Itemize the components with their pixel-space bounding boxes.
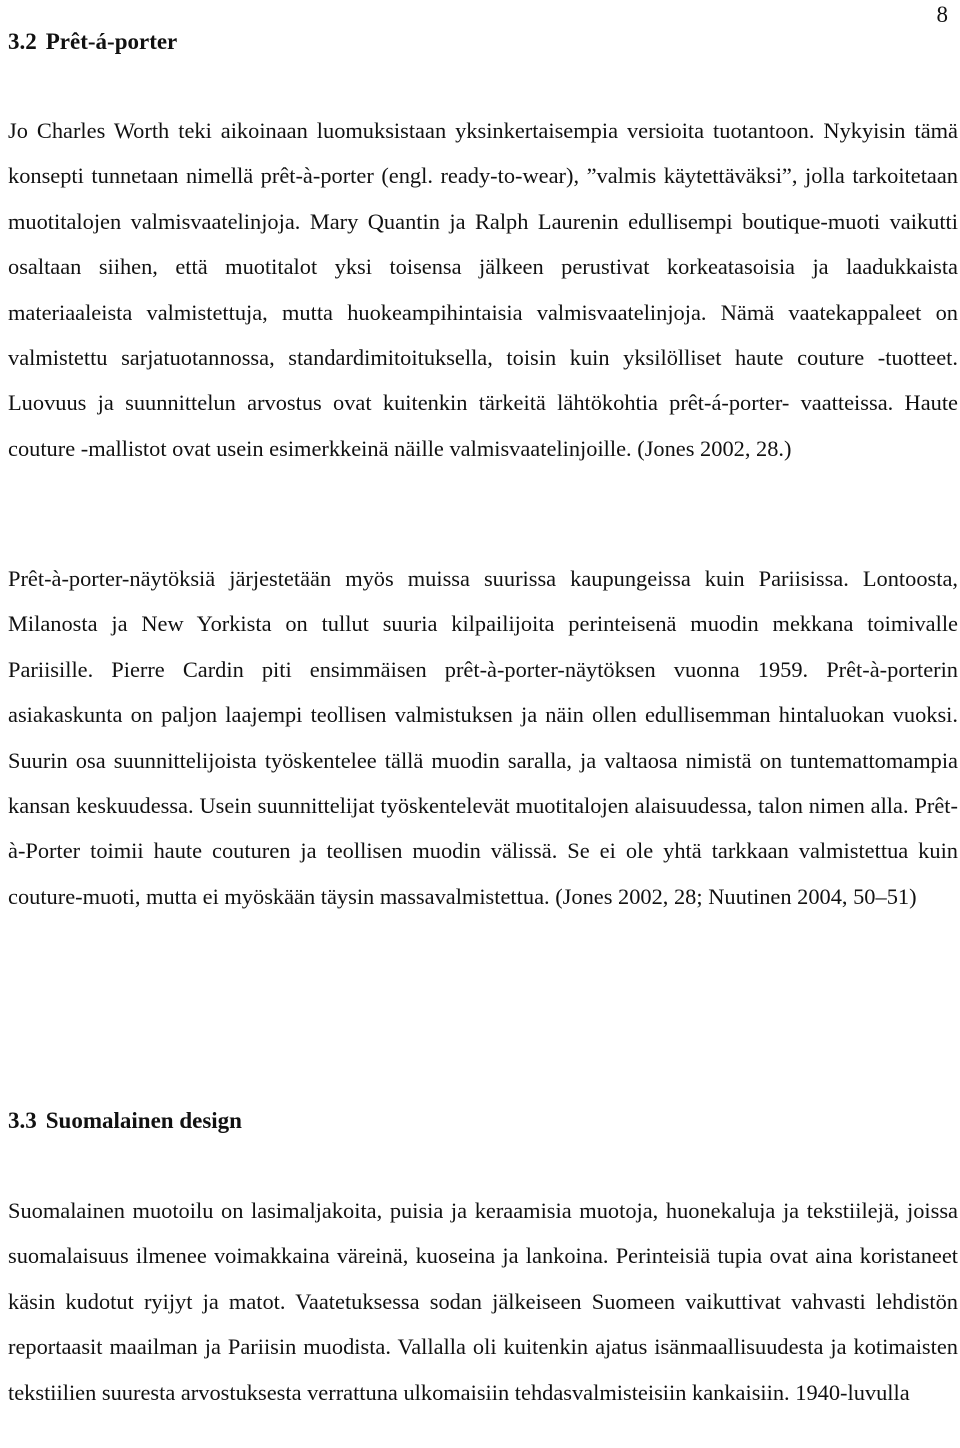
paragraph-pret-a-porter-intro: Jo Charles Worth teki aikoinaan luomuksistaan yksinkertaisempia versioita tuotantoon. Nykyisin tämä konsepti tunnetaan nimellä prêt-à-porter (engl. ready-to-wear), ”valmis käytettäväksi”, jolla tarkoitetaan muotitalojen valmisvaatelinjoja. Mary Quantin ja Ralph Laurenin edullisempi boutique-muoti vaikutti osaltaan siihen, että muotitalot yksi toisensa jälkeen perustivat korkeatasoisia ja laadukkaista materiaaleista valmistettuja, mutta huokeampihintaisia valmisvaatelinjoja. Nämä vaatekappaleet on valmistettu sarjatuotannossa, standardimitoituksella, toisin kuin yksilölliset haute couture -tuotteet. Luovuus ja suunnittelun arvostus ovat kuitenkin tärkeitä lähtökohtia prêt-á-porter- vaatteissa. Haute couture -mallistot ovat usein esimerkkeinä näille valmisvaatelinjoille. (Jones 2002, 28.)	[8, 118, 958, 461]
paragraph-pret-a-porter-shows: Prêt-à-porter-näytöksiä järjestetään myös muissa suurissa kaupungeissa kuin Pariisissa. Lontoosta, Milanosta ja New Yorkista on tullut suuria kilpailijoita perinteisenä muodin mekkana toimivalle Pariisille. Pierre Cardin piti ensimmäisen prêt-à-porter-näytöksen vuonna 1959. Prêt-à-porterin asiakaskunta on paljon laajempi teollisen valmistuksen ja näin ollen edullisemman hintaluokan vuoksi. Suurin osa suunnittelijoista työskentelee tällä muodin saralla, ja valtaosa nimistä on tuntemattomampia kansan keskuudessa. Usein suunnittelijat työskentelevät muotitalojen alaisuudessa, talon nimen alla. Prêt-à-Porter toimii haute couturen ja teollisen muodin välissä. Se ei ole yhtä tarkkaan valmistettua kuin couture-muoti, mutta ei myöskään täysin massavalmistettua. (Jones 2002, 28; Nuutinen 2004, 50–51)	[8, 566, 958, 909]
section-number: 3.3	[8, 1108, 37, 1133]
paragraph-finnish-design: Suomalainen muotoilu on lasimaljakoita, puisia ja keraamisia muotoja, huonekaluja ja tekstiilejä, joissa suomalaisuus ilmenee voimakkaina väreinä, kuoseina ja lankoina. Perinteisiä tupia ovat aina koristaneet käsin kudotut ryijyt ja matot. Vaatetuksessa sodan jälkeiseen Suomeen vaikuttivat vahvasti lehdistön reportaasit maailman ja Pariisin muodista. Vallalla oli kuitenkin ajatus isänmaallisuudesta ja kotimaisten tekstiilien suuresta arvostuksesta verrattuna ulkomaisiin tehdasvalmisteisiin kankaisiin. 1940-luvulla	[8, 1198, 958, 1405]
section-heading-3-3	[8, 1106, 242, 1136]
section-number: 3.2	[8, 29, 37, 54]
section-heading-3-2	[8, 27, 177, 57]
section-title: Prêt-á-porter	[45, 29, 178, 54]
page-number: 8	[936, 2, 948, 27]
section-title: Suomalainen design	[45, 1108, 242, 1133]
